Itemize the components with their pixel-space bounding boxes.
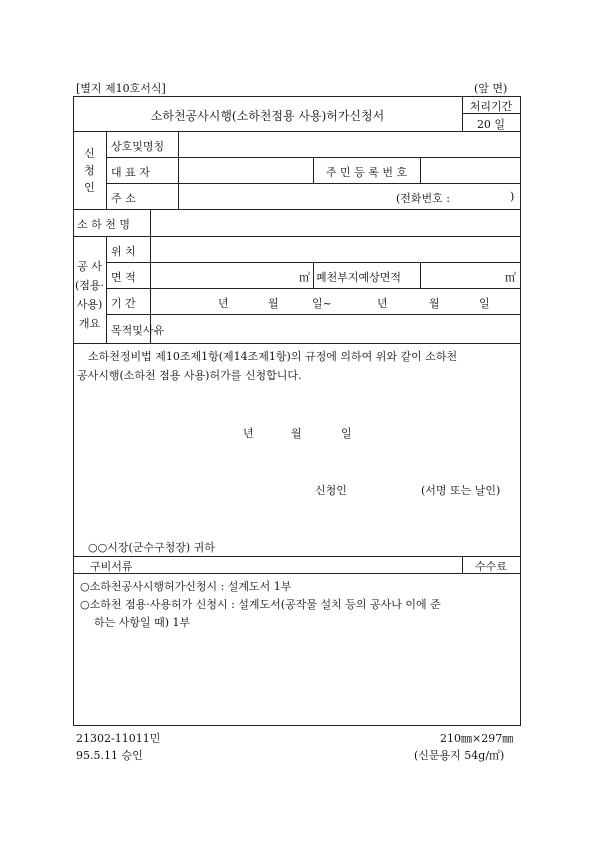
trade-name-label: 상호및명칭 <box>111 140 165 153</box>
phone-close: ) <box>510 190 515 203</box>
document-item-2-continued: 하는 사항일 때) 1부 <box>94 616 191 629</box>
processing-period-value: 20 일 <box>476 118 506 131</box>
statement-line-1: 소하천정비법 제10조제1항(제14조제1항)의 규정에 의하여 위와 같이 소하천 <box>88 350 458 363</box>
date-year: 년 <box>243 427 254 440</box>
applicant-section-label: 신 청 인 <box>84 147 95 194</box>
frame-bottom <box>73 725 521 726</box>
period-end-month: 월 <box>429 297 440 310</box>
area-label: 면 적 <box>111 271 136 284</box>
purpose-field[interactable] <box>151 315 519 342</box>
form-number: [별지 제10호서식] <box>76 82 166 95</box>
statement-line-2: 공사시행(소하천 점용 사용)허가를 신청합니다. <box>77 369 302 382</box>
location-label: 위 치 <box>111 245 136 258</box>
area-unit: ㎡ <box>299 271 310 284</box>
phone-label: (전화번호 : <box>396 192 450 205</box>
area-field[interactable] <box>151 263 296 287</box>
document-item-2: ○소하천 점용·사용허가 신청시 : 설계도서(공작물 설치 등의 공사나 이에 준 <box>80 598 441 611</box>
location-field[interactable] <box>151 237 519 261</box>
abandoned-area-label: 폐천부지예상면적 <box>316 271 402 284</box>
form-title: 소하천공사시행(소하천점용 사용)허가신청서 <box>150 109 385 123</box>
representative-label: 대 표 자 <box>111 166 150 179</box>
period-field[interactable] <box>151 289 519 313</box>
abandoned-area-field[interactable] <box>421 263 501 287</box>
addressee: ○○시장(군수구청장) 귀하 <box>88 541 215 554</box>
stream-name-label: 소 하 천 명 <box>77 218 130 231</box>
period-start-month: 월 <box>268 297 279 310</box>
frame-right <box>520 96 521 725</box>
resident-number-field[interactable] <box>421 158 519 182</box>
address-label: 주 소 <box>111 192 136 205</box>
document-item-1: ○소하천공사시행허가신청시 : 설계도서 1부 <box>80 580 292 593</box>
stream-name-field[interactable] <box>151 210 519 235</box>
signature-field[interactable] <box>365 476 415 498</box>
frame-top <box>73 96 521 97</box>
date-day: 일 <box>341 427 352 440</box>
resident-number-label: 주 민 등 록 번 호 <box>325 166 408 179</box>
period-end-year: 년 <box>377 297 388 310</box>
period-label: 기 간 <box>111 297 136 310</box>
form-code: 21302-11011민 <box>76 732 161 745</box>
representative-field[interactable] <box>179 158 312 182</box>
paper-type: (신문용지 54g/㎡) <box>414 749 505 762</box>
fee-label: 수수료 <box>475 560 507 573</box>
trade-name-field[interactable] <box>179 132 520 156</box>
signature-label: 신청인 <box>315 484 347 497</box>
paper-size: 210㎜×297㎜ <box>440 732 514 745</box>
date-month: 월 <box>291 427 302 440</box>
address-field[interactable] <box>179 184 379 208</box>
period-start-day: 일~ <box>312 297 332 310</box>
required-documents-title: 구비서류 <box>90 560 133 573</box>
abandoned-area-unit: ㎡ <box>505 271 516 284</box>
approval-date: 95.5.11 승인 <box>76 749 143 762</box>
processing-period-label: 처리기간 <box>469 100 513 113</box>
signature-note: (서명 또는 날인) <box>421 484 501 497</box>
period-start-year: 년 <box>218 297 229 310</box>
period-end-day: 일 <box>479 297 490 310</box>
purpose-label: 목적및사유 <box>111 324 165 337</box>
page-side: (앞 면) <box>474 82 508 95</box>
work-overview-section-label: 공 사 (점용· 사용) 개요 <box>74 260 105 330</box>
